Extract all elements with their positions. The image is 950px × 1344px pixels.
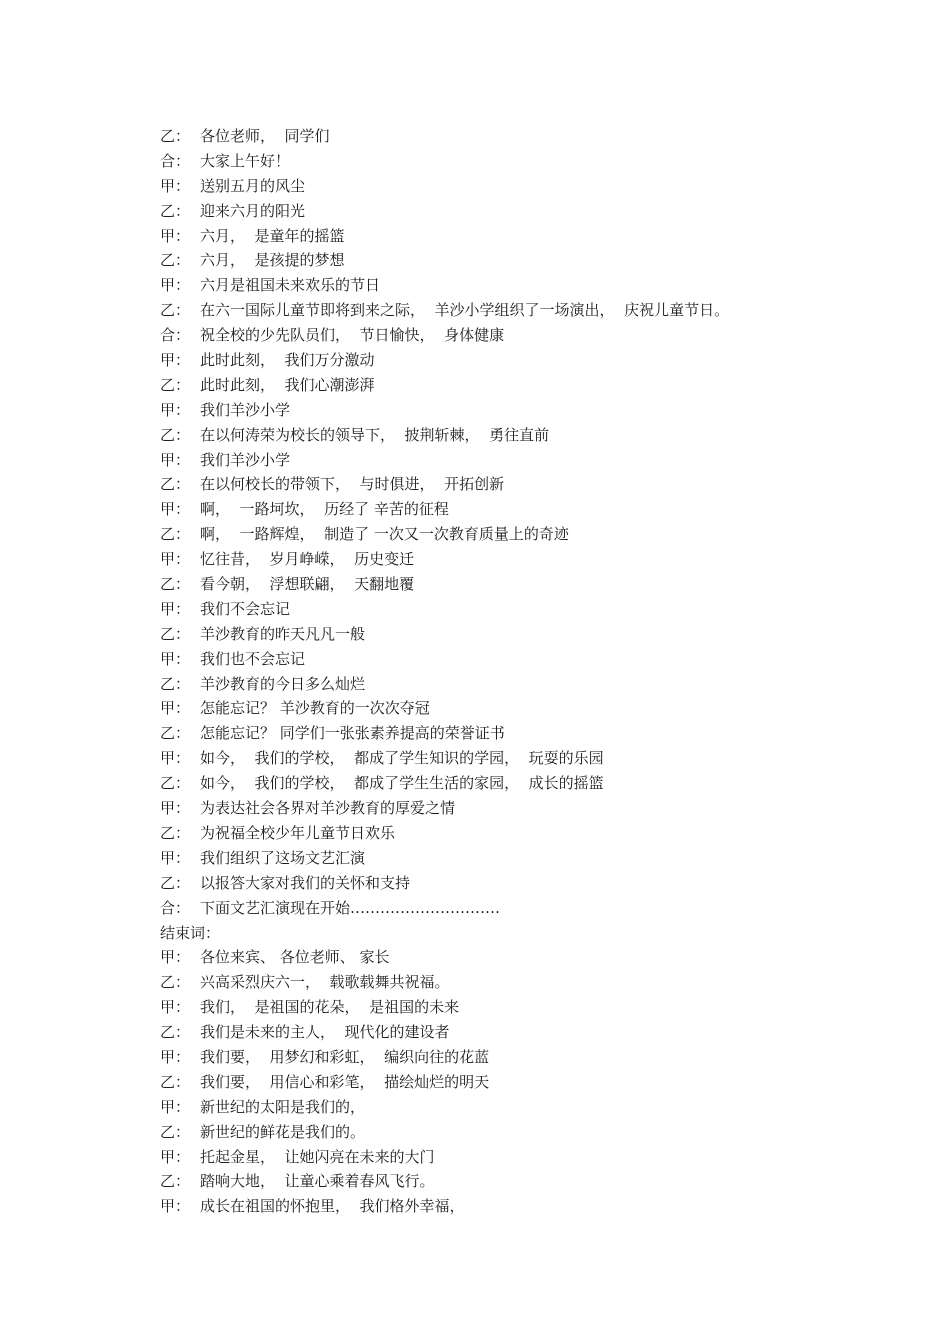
dialogue-line [160, 1145, 860, 1170]
section-heading [160, 921, 860, 946]
speaker-label: 乙： [160, 973, 191, 992]
speaker-label: 乙： [160, 724, 191, 743]
line-text: 我们羊沙小学 [200, 400, 291, 419]
dialogue-line [160, 821, 860, 846]
line-text: 我们要， 用梦幻和彩虹， 编织向往的花蓝 [200, 1047, 490, 1066]
dialogue-line [160, 597, 860, 622]
speaker-label: 乙： [160, 823, 191, 842]
line-text: 为表达社会各界对羊沙教育的厚爱之情 [200, 799, 456, 818]
dialogue-line [160, 746, 860, 771]
heading-text: 结束词： [160, 923, 221, 942]
speaker-label: 甲： [160, 699, 191, 718]
line-text: 成长在祖国的怀抱里， 我们格外幸福， [200, 1197, 465, 1216]
speaker-label: 甲： [160, 799, 191, 818]
line-text: 送别五月的风尘 [200, 176, 306, 195]
speaker-label: 合： [160, 151, 191, 170]
line-text: 羊沙教育的昨天凡凡一般 [200, 624, 366, 643]
dialogue-line [160, 1045, 860, 1070]
speaker-label: 乙： [160, 127, 191, 145]
line-text: 大家上午好！ [200, 151, 291, 170]
speaker-label: 合： [160, 326, 191, 345]
line-text: 在以何涛荣为校长的领导下， 披荆斩棘， 勇往直前 [200, 425, 550, 444]
speaker-label: 甲： [160, 599, 191, 618]
speaker-label: 乙： [160, 251, 191, 270]
line-text: 踏响大地， 让童心乘着春风飞行。 [200, 1172, 435, 1191]
dialogue-line [160, 497, 860, 522]
line-text: 怎能忘记？ 羊沙教育的一次次夺冠 [200, 699, 430, 718]
line-text: 怎能忘记？ 同学们一张张素养提高的荣誉证书 [200, 724, 505, 743]
dialogue-line [160, 846, 860, 871]
dialogue-line [160, 1020, 860, 1045]
speaker-label: 甲： [160, 848, 191, 867]
speaker-label: 甲： [160, 450, 191, 469]
dialogue-line [160, 348, 860, 373]
line-text: 看今朝， 浮想联翩， 天翻地覆 [200, 575, 415, 594]
dialogue-line [160, 298, 860, 323]
line-text: 如今， 我们的学校， 都成了学生生活的家园， 成长的摇篮 [200, 774, 604, 793]
dialogue-line [160, 970, 860, 995]
line-text: 兴高采烈庆六一， 载歌载舞共祝福。 [200, 973, 450, 992]
line-text: 各位老师， 同学们 [200, 127, 330, 145]
speaker-label: 乙： [160, 301, 191, 320]
speaker-label: 甲： [160, 500, 191, 519]
dialogue-line [160, 672, 860, 697]
line-text: 在以何校长的带领下， 与时俱进， 开拓创新 [200, 475, 505, 494]
line-text: 忆往昔， 岁月峥嵘， 历史变迁 [200, 550, 415, 569]
line-text: 新世纪的鲜花是我们的。 [200, 1122, 366, 1141]
script-lines [160, 124, 860, 1219]
dialogue-line [160, 248, 860, 273]
speaker-label: 甲： [160, 1147, 191, 1166]
speaker-label: 合： [160, 898, 191, 917]
speaker-label: 甲： [160, 226, 191, 245]
speaker-label: 乙： [160, 475, 191, 494]
line-text: 托起金星， 让她闪亮在未来的大门 [200, 1147, 435, 1166]
line-text: 迎来六月的阳光 [200, 201, 306, 220]
dialogue-line [160, 1120, 860, 1145]
speaker-label: 甲： [160, 276, 191, 295]
speaker-label: 甲： [160, 1097, 191, 1116]
line-text: 我们组织了这场文艺汇演 [200, 848, 366, 867]
dialogue-line [160, 124, 860, 149]
line-text: 六月， 是童年的摇篮 [200, 226, 345, 245]
dialogue-line [160, 1095, 860, 1120]
line-text: 祝全校的少先队员们， 节日愉快， 身体健康 [200, 326, 505, 345]
speaker-label: 甲： [160, 749, 191, 768]
line-text: 我们羊沙小学 [200, 450, 291, 469]
dialogue-line [160, 1194, 860, 1219]
speaker-label: 乙： [160, 1122, 191, 1141]
line-text: 羊沙教育的今日多么灿烂 [200, 674, 366, 693]
dialogue-line [160, 472, 860, 497]
line-text: 我们不会忘记 [200, 599, 291, 618]
speaker-label: 乙： [160, 1023, 191, 1042]
dialogue-line [160, 174, 860, 199]
line-text: 各位来宾、 各位老师、 家长 [200, 948, 390, 967]
line-text: 如今， 我们的学校， 都成了学生知识的学园， 玩耍的乐园 [200, 749, 604, 768]
line-text: 我们， 是祖国的花朵， 是祖国的未来 [200, 998, 460, 1017]
speaker-label: 乙： [160, 575, 191, 594]
line-text: 啊， 一路坷坎， 历经了 辛苦的征程 [200, 500, 449, 519]
dialogue-line [160, 547, 860, 572]
speaker-label: 乙： [160, 624, 191, 643]
speaker-label: 乙： [160, 1172, 191, 1191]
dialogue-line [160, 199, 860, 224]
dialogue-line [160, 448, 860, 473]
speaker-label: 甲： [160, 948, 191, 967]
speaker-label: 甲： [160, 998, 191, 1017]
line-text: 此时此刻， 我们万分激动 [200, 351, 375, 370]
dialogue-line [160, 572, 860, 597]
line-text: 新世纪的太阳是我们的， [200, 1097, 366, 1116]
speaker-label: 乙： [160, 525, 191, 544]
speaker-label: 甲： [160, 1197, 191, 1216]
dialogue-line [160, 1169, 860, 1194]
line-text: 我们要， 用信心和彩笔， 描绘灿烂的明天 [200, 1072, 490, 1091]
speaker-label: 乙： [160, 375, 191, 394]
line-text: 六月， 是孩提的梦想 [200, 251, 345, 270]
speaker-label: 乙： [160, 425, 191, 444]
dialogue-line [160, 796, 860, 821]
speaker-label: 甲： [160, 176, 191, 195]
line-text: 啊， 一路辉煌， 制造了 一次又一次教育质量上的奇迹 [200, 525, 569, 544]
speaker-label: 甲： [160, 649, 191, 668]
speaker-label: 乙： [160, 201, 191, 220]
speaker-label: 甲： [160, 351, 191, 370]
line-text: 我们是未来的主人， 现代化的建设者 [200, 1023, 450, 1042]
speaker-label: 甲： [160, 400, 191, 419]
dialogue-line [160, 622, 860, 647]
speaker-label: 甲： [160, 550, 191, 569]
dialogue-line [160, 647, 860, 672]
line-text: 以报答大家对我们的关怀和支持 [200, 873, 411, 892]
line-text: 我们也不会忘记 [200, 649, 306, 668]
dialogue-line [160, 273, 860, 298]
dialogue-line [160, 771, 860, 796]
dialogue-line [160, 373, 860, 398]
dialogue-line [160, 871, 860, 896]
line-text: 下面文艺汇演现在开始………………………… [200, 898, 501, 917]
dialogue-line [160, 149, 860, 174]
dialogue-line [160, 323, 860, 348]
dialogue-line [160, 896, 860, 921]
speaker-label: 乙： [160, 873, 191, 892]
speaker-label: 乙： [160, 1072, 191, 1091]
dialogue-line [160, 522, 860, 547]
dialogue-line [160, 1070, 860, 1095]
dialogue-line [160, 995, 860, 1020]
speaker-label: 乙： [160, 774, 191, 793]
line-text: 为祝福全校少年儿童节日欢乐 [200, 823, 396, 842]
dialogue-line [160, 224, 860, 249]
speaker-label: 甲： [160, 1047, 191, 1066]
dialogue-line [160, 721, 860, 746]
dialogue-line [160, 398, 860, 423]
line-text: 六月是祖国未来欢乐的节日 [200, 276, 381, 295]
dialogue-line [160, 696, 860, 721]
speaker-label: 乙： [160, 674, 191, 693]
line-text: 在六一国际儿童节即将到来之际， 羊沙小学组织了一场演出， 庆祝儿童节日。 [200, 301, 730, 320]
line-text: 此时此刻， 我们心潮澎湃 [200, 375, 375, 394]
dialogue-line [160, 945, 860, 970]
dialogue-line [160, 423, 860, 448]
